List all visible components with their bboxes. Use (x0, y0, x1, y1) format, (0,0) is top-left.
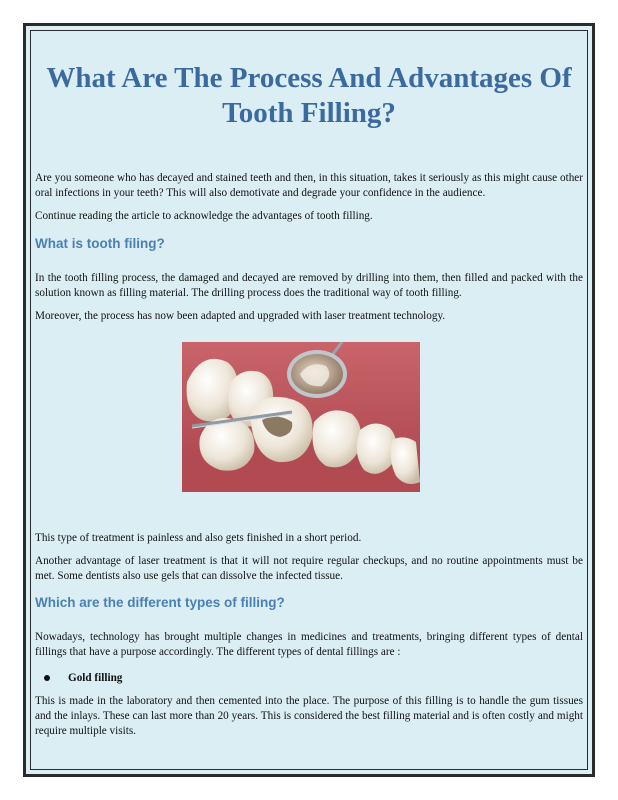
section1-paragraph-2: Moreover, the process has now been adapted and upgraded with laser treatment technology. (35, 310, 446, 322)
section-heading-what-is-filing: What is tooth filing? (35, 236, 165, 251)
bullet-item-gold-filling (35, 672, 583, 684)
after-image-paragraph-1: This type of treatment is painless and also gets finished in a short period. (35, 532, 362, 544)
intro-paragraph-2: Continue reading the article to acknowledge the advantages of tooth filling. (35, 210, 373, 222)
section2-paragraph-1: Nowadays, technology has brought multiple changes in medicines and treatments, bringing different types of dental fillings that have a purpose accordingly. The different types of dental fillings are : (35, 631, 583, 658)
tooth-filling-photo (182, 342, 420, 492)
after-image-paragraph-2: Another advantage of laser treatment is that it will not require regular checkups, and no routine appointments must be met. Some dentists also use gels that can dissolve the infected tissue. (35, 555, 583, 582)
intro-paragraph-1: Are you someone who has decayed and stained teeth and then, in this situation, takes it seriously as this might cause other oral infections in your teeth? This will also demotivate and degrade your confidence in the audience. (35, 172, 583, 199)
bullet-label: Gold filling (68, 672, 123, 684)
bullet-dot-icon (44, 675, 50, 681)
section2-paragraph-2: This is made in the laboratory and then cemented into the place. The purpose of this filling is to handle the gum tissues and the inlays. These can last more than 20 years. This is considered the best filling material and is often costly and might require multiple visits. (35, 695, 583, 737)
section1-paragraph-1: In the tooth filling process, the damaged and decayed are removed by drilling into them, then filled and packed with the solution known as filling material. The drilling process does the traditional way of tooth filling. (35, 272, 583, 299)
page-title: What Are The Process And Advantages Of Tooth Filling? (46, 62, 572, 129)
section-heading-types-of-filling: Which are the different types of filling? (35, 595, 285, 610)
